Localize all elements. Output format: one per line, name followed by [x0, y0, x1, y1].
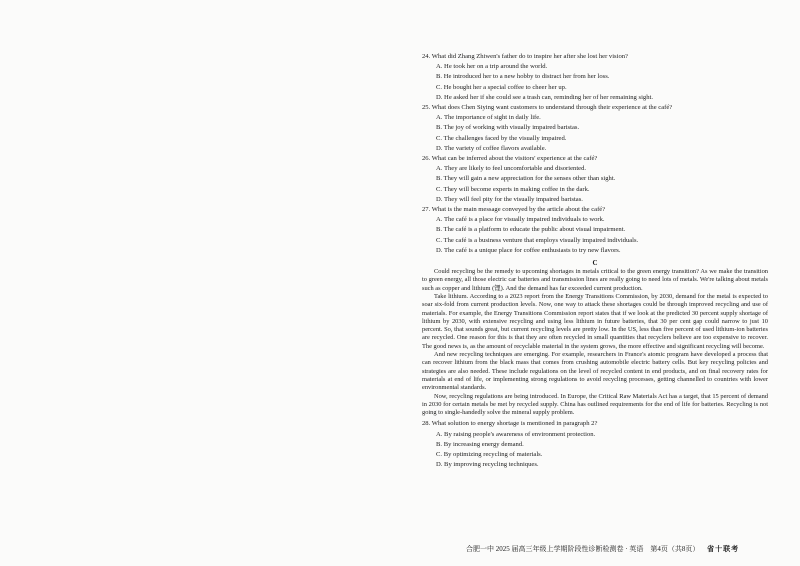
passage-paragraph-1: Could recycling be the remedy to upcoming shortages in metals critical to the green energy transition? As we make the transition to green energy, all those electric car batteries and transmission lines are really going to need lots of metals. We're talking about metals such as copper and lithium (锂). And the demand has far exceeded current production. — [422, 268, 768, 292]
page-content — [422, 52, 768, 470]
option-d: D. They will feel pity for the visually impaired baristas. — [436, 195, 583, 203]
option-c: C. He bought her a special coffee to cheer her up. — [436, 83, 567, 91]
option-c: C. By optimizing recycling of materials. — [436, 451, 543, 459]
question-stem: 26. What can be inferred about the visitors' experience at the café? — [422, 155, 598, 163]
section-heading: C — [592, 259, 598, 268]
option-d: D. The café is a unique place for coffee enthusiasts to try new flavors. — [436, 246, 621, 254]
option-d: D. He asked her if she could see a trash can, reminding her of her remaining sight. — [436, 93, 653, 101]
question-24 — [422, 52, 768, 103]
option-a: A. They are likely to feel uncomfortable and disoriented. — [436, 165, 587, 173]
option-d: D. By improving recycling techniques. — [436, 461, 539, 469]
option-b: B. They will gain a new appreciation for the senses other than sight. — [436, 175, 616, 183]
option-a: A. He took her on a trip around the world. — [436, 63, 548, 71]
footer-brand: 省十联考 — [707, 545, 740, 553]
page-footer — [466, 544, 739, 554]
option-a: A. By raising people's awareness of environment protection. — [436, 430, 596, 438]
passage-paragraph-4: Now, recycling regulations are being introduced. In Europe, the Critical Raw Materials Act has a target, that 15 percent of demand in 2030 for certain metals be met by recycled supply. China has outlined requirements for the end of life for batteries. Recycling is not going to single-handedly solve the mineral supply problem. — [422, 392, 768, 417]
option-b: B. By increasing energy demand. — [436, 440, 524, 448]
option-b: B. The café is a platform to educate the public about visual impairment. — [436, 226, 626, 234]
option-c: C. The challenges faced by the visually impaired. — [436, 134, 567, 142]
question-stem: 24. What did Zhang Zhiwen's father do to inspire her after she lost her vision? — [422, 53, 628, 60]
option-b: B. The joy of working with visually impaired baristas. — [436, 124, 580, 132]
footer-text: 合肥一中 2025 届高三年级上学期阶段性诊断检测卷 · 英语 第4页（共8页） — [466, 545, 700, 553]
question-stem: 25. What does Chen Siying want customers to understand through their experience at the café? — [422, 104, 673, 112]
question-stem: 27. What is the main message conveyed by the article about the café? — [422, 206, 606, 214]
option-a: A. The importance of sight in daily life. — [436, 114, 541, 122]
option-c: C. The café is a business venture that employs visually impaired individuals. — [436, 236, 639, 244]
passage-paragraph-2: Take lithium. According to a 2023 report from the Energy Transitions Commission, by 2030, demand for the metal is expected to soar six-fold from current production levels. Now, one way to attack these shortages could be through improved recycling and use of materials. For example, the Energy Transitions Commission report states that if we look at the predicted 30 percent supply shortage of lithium by 2030, with extensive recycling and using less lithium in future batteries, that 30 per cent gap could narrow to just 10 percent. So, that sounds great, but current recycling levels are pretty low. In the US, less than five percent of used lithium-ion batteries are recycled. One reason for this is that they are often recycled in small quantities that recyclers believe are too expensive to recover. The good news is, as the amount of recyclable material in the system grows, the more effective and significant recycling will become. — [422, 292, 768, 350]
question-26 — [422, 154, 768, 205]
option-d: D. The variety of coffee flavors available. — [436, 144, 547, 152]
option-c: C. They will become experts in making coffee in the dark. — [436, 185, 590, 193]
question-stem: 28. What solution to energy shortage is mentioned in paragraph 2? — [422, 420, 598, 428]
passage-paragraph-3: And new recycling techniques are emerging. For example, researchers in France's atomic program have developed a process that can recover lithium from the black mass that comes from crushing automobile electric battery cells. But key recycling policies and strategies are also needed. These include regulations on the level of recycled content in end products, and on final recovery rates for materials at end of life, or implementing strong regulations to avoid recycling processes, getting channelled to countries with lower environmental standards. — [422, 351, 768, 392]
option-b: B. He introduced her to a new hobby to distract her from her loss. — [436, 73, 610, 81]
option-a: A. The café is a place for visually impaired individuals to work. — [436, 216, 605, 224]
question-27 — [422, 205, 768, 256]
question-25 — [422, 103, 768, 154]
question-28 — [422, 419, 768, 470]
